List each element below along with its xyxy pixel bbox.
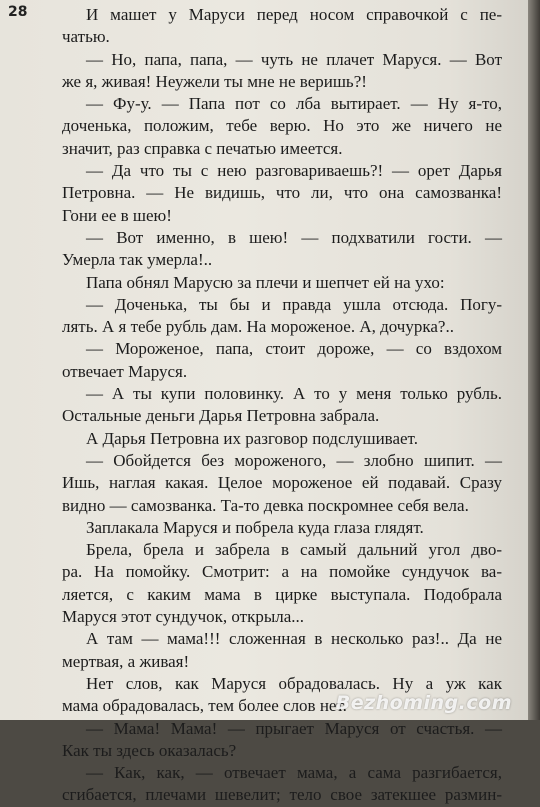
text-line: Ишь, наглая какая. Целое мороженое ей подавай. Сразу bbox=[62, 473, 502, 493]
text-line: значит, раз справка с печатью имеется. bbox=[62, 138, 343, 158]
text-line: Маруся этот сундучок, открыла... bbox=[62, 607, 305, 627]
text-line: — Как, как, — отвечает мама, а сама разгибается, bbox=[86, 763, 502, 783]
page-number: 28 bbox=[8, 4, 28, 20]
text-line: мертвая, а живая! bbox=[62, 651, 190, 671]
text-line: И машет у Маруси перед носом справочкой с пе- bbox=[86, 5, 502, 24]
text-line: Брела, брела и забрела в самый дальний угол дво- bbox=[86, 540, 502, 560]
text-line: Остальные деньги Дарья Петровна забрала. bbox=[62, 406, 380, 426]
watermark: Bezhoming.com bbox=[335, 692, 512, 714]
text-line: ра. На помойку. Смотрит: а на помойке сундучок ва- bbox=[62, 562, 502, 582]
page-edge-shadow bbox=[528, 0, 540, 720]
text-line: Гони ее в шею! bbox=[62, 205, 172, 225]
text-line: видно — самозванка. Та-то девка поскромнее себя вела. bbox=[62, 495, 469, 515]
text-line: ляется, с каким мама в цирке выступала. Подобрала bbox=[62, 584, 502, 604]
text-line: — Мороженое, папа, стоит дороже, — со вздохом bbox=[86, 339, 502, 359]
text-line: — Фу-у. — Папа пот со лба вытирает. — Ну я-то, bbox=[86, 94, 502, 114]
text-line: Заплакала Маруся и побрела куда глаза глядят. bbox=[86, 517, 424, 537]
text-line: — Обойдется без мороженого, — злобно шипит. — bbox=[86, 450, 502, 470]
text-line: чатью. bbox=[62, 27, 110, 47]
text-line: — А ты купи половинку. А то у меня только рубль. bbox=[86, 384, 502, 404]
text-line: — Да что ты с нею разговариваешь?! — орет Дарья bbox=[86, 161, 502, 181]
body-text bbox=[62, 4, 502, 807]
text-line: — Но, папа, папа, — чуть не плачет Маруся. — Вот bbox=[86, 49, 502, 69]
text-line: Умерла так умерла!.. bbox=[62, 250, 213, 270]
text-line: мама обрадовалась, тем более слов нет. bbox=[62, 696, 347, 716]
text-line: Папа обнял Марусю за плечи и шепчет ей на ухо: bbox=[86, 272, 445, 292]
text-line: доченька, положим, тебе верю. Но это же ничего не bbox=[62, 116, 502, 136]
text-line: Нет слов, как Маруся обрадовалась. Ну а уж как bbox=[86, 673, 502, 693]
text-line: А Дарья Петровна их разговор подслушивает. bbox=[86, 428, 418, 448]
text-line: А там — мама!!! сложенная в несколько раз!.. Да не bbox=[86, 629, 502, 649]
text-line: — Доченька, ты бы и правда ушла отсюда. Погу- bbox=[86, 294, 502, 314]
text-line: Как ты здесь оказалась? bbox=[62, 740, 237, 760]
text-line: лять. А я тебе рубль дам. На мороженое. А, дочурка?.. bbox=[62, 317, 454, 337]
text-line: отвечает Маруся. bbox=[62, 361, 188, 381]
text-line: сгибается, плечами шевелит; тело свое затекшее размин- bbox=[62, 785, 502, 805]
text-line: же я, живая! Неужели ты мне не веришь?! bbox=[62, 71, 367, 91]
text-line: Петровна. — Не видишь, что ли, что она самозванка! bbox=[62, 183, 502, 203]
text-line: — Вот именно, в шею! — подхватили гости. — bbox=[86, 227, 502, 247]
text-line: — Мама! Мама! — прыгает Маруся от счастья. — bbox=[86, 718, 502, 738]
